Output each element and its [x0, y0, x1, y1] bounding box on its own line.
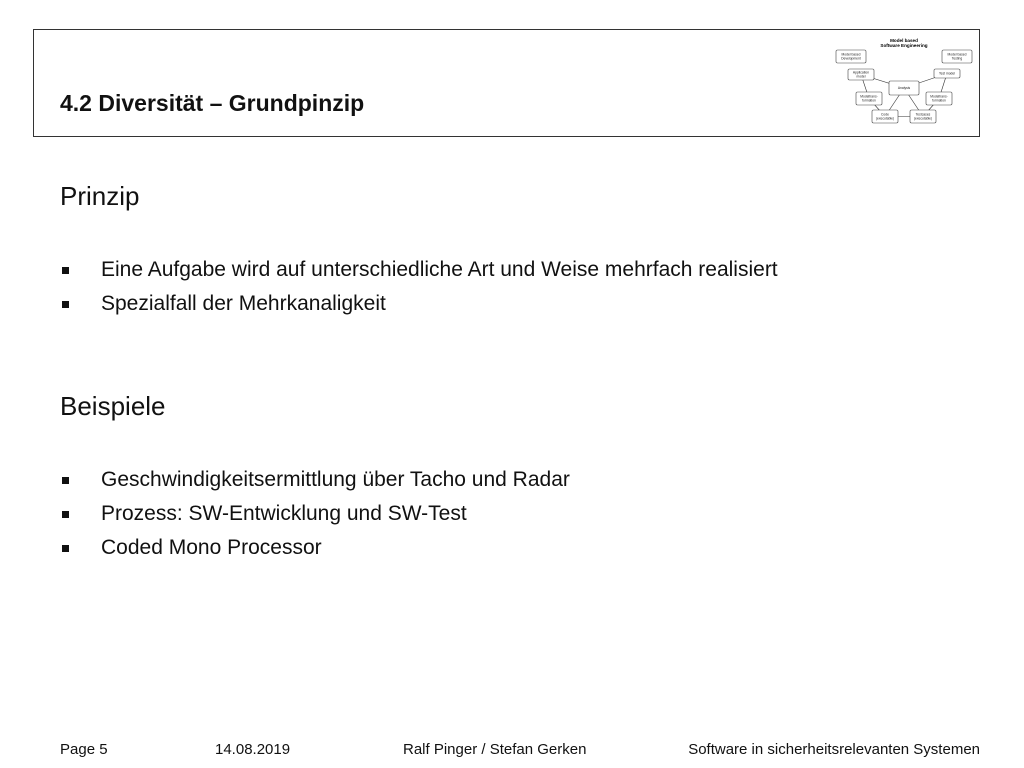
diagram-node-label: Code	[881, 112, 889, 117]
mbse-mini-diagram	[834, 34, 974, 132]
list-item	[60, 287, 778, 321]
section-heading-beispiele: Beispiele	[60, 391, 166, 421]
diagram-node-label: Analysis	[897, 86, 911, 91]
list-item	[60, 497, 570, 531]
diagram-node-label: Test model	[939, 71, 955, 76]
diagram-node-label: (executable)	[875, 116, 895, 121]
square-bullet-icon	[62, 511, 69, 518]
section-heading-prinzip: Prinzip	[60, 181, 140, 211]
bullet-text: Geschwindigkeitsermittlung über Tacho und Radar	[101, 468, 570, 491]
square-bullet-icon	[62, 301, 69, 308]
list-item	[60, 531, 570, 565]
slide-title: 4.2 Diversität – Grundpinzip	[60, 90, 365, 116]
footer-course-title: Software in sicherheitsrelevanten Systemen	[688, 741, 980, 758]
diagram-node-label: Testing	[951, 56, 963, 61]
diagram-node-label: Model based	[841, 52, 861, 57]
diagram-node-label: Modeltrans-	[930, 94, 948, 99]
prinzip-bullet-list	[60, 253, 778, 321]
diagram-node-label: Model based	[947, 52, 967, 57]
diagram-node-label: Development	[841, 56, 861, 61]
list-item	[60, 463, 570, 497]
bullet-text: Eine Aufgabe wird auf unterschiedliche Art und Weise mehrfach realisiert	[101, 258, 778, 281]
footer-authors: Ralf Pinger / Stefan Gerken	[403, 741, 587, 758]
square-bullet-icon	[62, 477, 69, 484]
bullet-text: Spezialfall der Mehrkanaligkeit	[101, 292, 386, 315]
diagram-title-line2: Software Engineering	[880, 43, 928, 48]
bullet-text: Prozess: SW-Entwicklung und SW-Test	[101, 502, 467, 525]
diagram-node-label: formation	[932, 98, 946, 103]
diagram-node-label: (executable)	[913, 116, 933, 121]
square-bullet-icon	[62, 545, 69, 552]
list-item	[60, 253, 778, 287]
footer-date: 14.08.2019	[215, 741, 291, 758]
diagram-node-label: Application	[852, 70, 870, 75]
square-bullet-icon	[62, 267, 69, 274]
bullet-text: Coded Mono Processor	[101, 536, 322, 559]
diagram-title-line1: Model based	[890, 38, 918, 43]
diagram-node-label: model	[856, 74, 866, 79]
diagram-node-label: formation	[862, 98, 876, 103]
beispiele-bullet-list	[60, 463, 570, 565]
title-header-box	[33, 29, 980, 137]
diagram-node-label: Testcases	[915, 112, 931, 117]
diagram-node-label: Modeltrans-	[860, 94, 878, 99]
footer-page-number: Page 5	[60, 741, 108, 758]
